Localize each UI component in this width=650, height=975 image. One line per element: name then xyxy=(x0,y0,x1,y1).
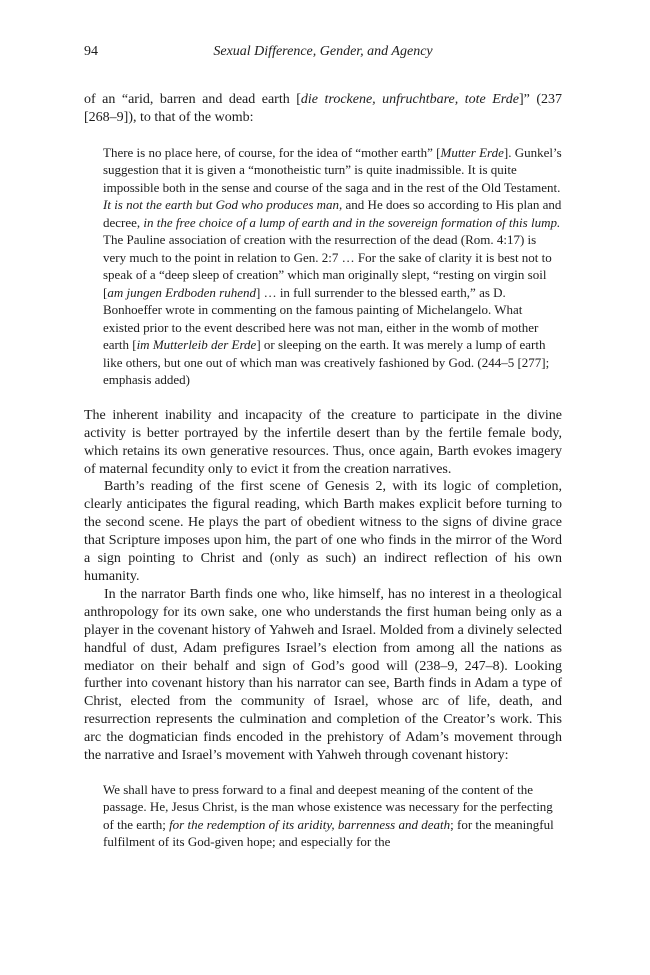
italic-phrase: in the free choice of a lump of earth and in the sovereign formation of this lump. xyxy=(143,214,561,230)
page-number: 94 xyxy=(84,44,98,59)
italic-phrase: die trockene, unfruchtbare, tote Erde xyxy=(300,92,519,107)
italic-phrase: im Mutterleib der Erde xyxy=(136,337,257,353)
page-header xyxy=(84,44,562,66)
block-quote-1: There is no place here, of course, for the idea of “mother earth” [Mutter Erde]. Gunkel’s suggestion that it is given a “monotheistic turn” is quite inadmissible. It is quite impossible both in the sense and course of the saga and in the rest of the Old Testament. It is not the earth but God who produces man, and He does so according to His plan and decree, in the free choice of a lump of earth and in the sovereign formation of this lump. The Pauline association of creation with the resurrection of the dead (Rom. 4:17) is very much to the point in relation to Gen. 2:7 … For the sake of clarity it is best not to speak of a “deep sleep of creation” which man originally slept, “resting on virgin soil [am jungen Erdboden ruhend] … in full surrender to the blessed earth,” as D. Bonhoeffer wrote in commenting on the famous painting of Michelangelo. What existed prior to the event described here was not man, either in the womb of mother earth [im Mutterleib der Erde] or sleeping on the earth. It was merely a lump of earth like others, but one out of which man was creatively fashioned by God. (244–5 [277]; emphasis added) xyxy=(103,144,562,388)
italic-phrase: am jungen Erdboden ruhend xyxy=(107,284,256,300)
intro-paragraph: of an “arid, barren and dead earth [die trockene, unfruchtbare, tote Erde]” (237 [268–9]), to that of the womb: xyxy=(84,92,562,125)
paragraph-3: In the narrator Barth finds one who, like himself, has no interest in a theological anthropology for its own sake, one who understands the first human being only as a player in the covenant history of Yahweh and Israel. Molded from a divinely selected handful of dust, Adam prefigures Israel’s election from among all the nations as mediator on their behalf and sign of God’s good will (238–9, 247–8). Looking further into covenant history than his narrator can see, Barth finds in Adam a type of Christ, elected from the community of Israel, whose arc of life, death, and resurrection represents the culmination and completion of the Creator’s work. This arc the dogmatician finds encoded in the prehistory of Adam’s movement through the narrative and Israel’s movement with Yahweh through covenant history: xyxy=(84,586,562,764)
paragraph-1: The inherent inability and incapacity of the creature to participate in the divine activity is better portrayed by the infertile desert than by the fertile female body, which retains its own generative resources. Thus, once again, Barth evokes imagery of maternal fecundity only to evict it from the creation narratives. xyxy=(84,407,562,477)
block-quote-2: We shall have to press forward to a final and deepest meaning of the content of the passage. He, Jesus Christ, is the man whose existence was necessary for the perfecting of the earth; for the redemption of its aridity, barrenness and death; for the meaningful fulfilment of its God-given hope; and especially for the xyxy=(103,781,554,850)
running-title: Sexual Difference, Gender, and Agency xyxy=(213,44,433,59)
italic-phrase: Mutter Erde xyxy=(440,144,504,160)
page-body xyxy=(84,91,562,851)
paragraph-2: Barth’s reading of the first scene of Genesis 2, with its logic of completion, clearly anticipates the figural reading, which Barth makes explicit before turning to the second scene. He plays the part of obedient witness to the signs of divine grace that Scripture imposes upon him, the part of one who finds in the mirror of the Word a sign pointing to Christ and (only as such) an indirect reflection of his own humanity. xyxy=(84,479,562,584)
italic-phrase: It is not the earth but God who produces man xyxy=(103,197,340,213)
italic-phrase: for the redemption of its aridity, barrenness and death xyxy=(169,816,451,832)
